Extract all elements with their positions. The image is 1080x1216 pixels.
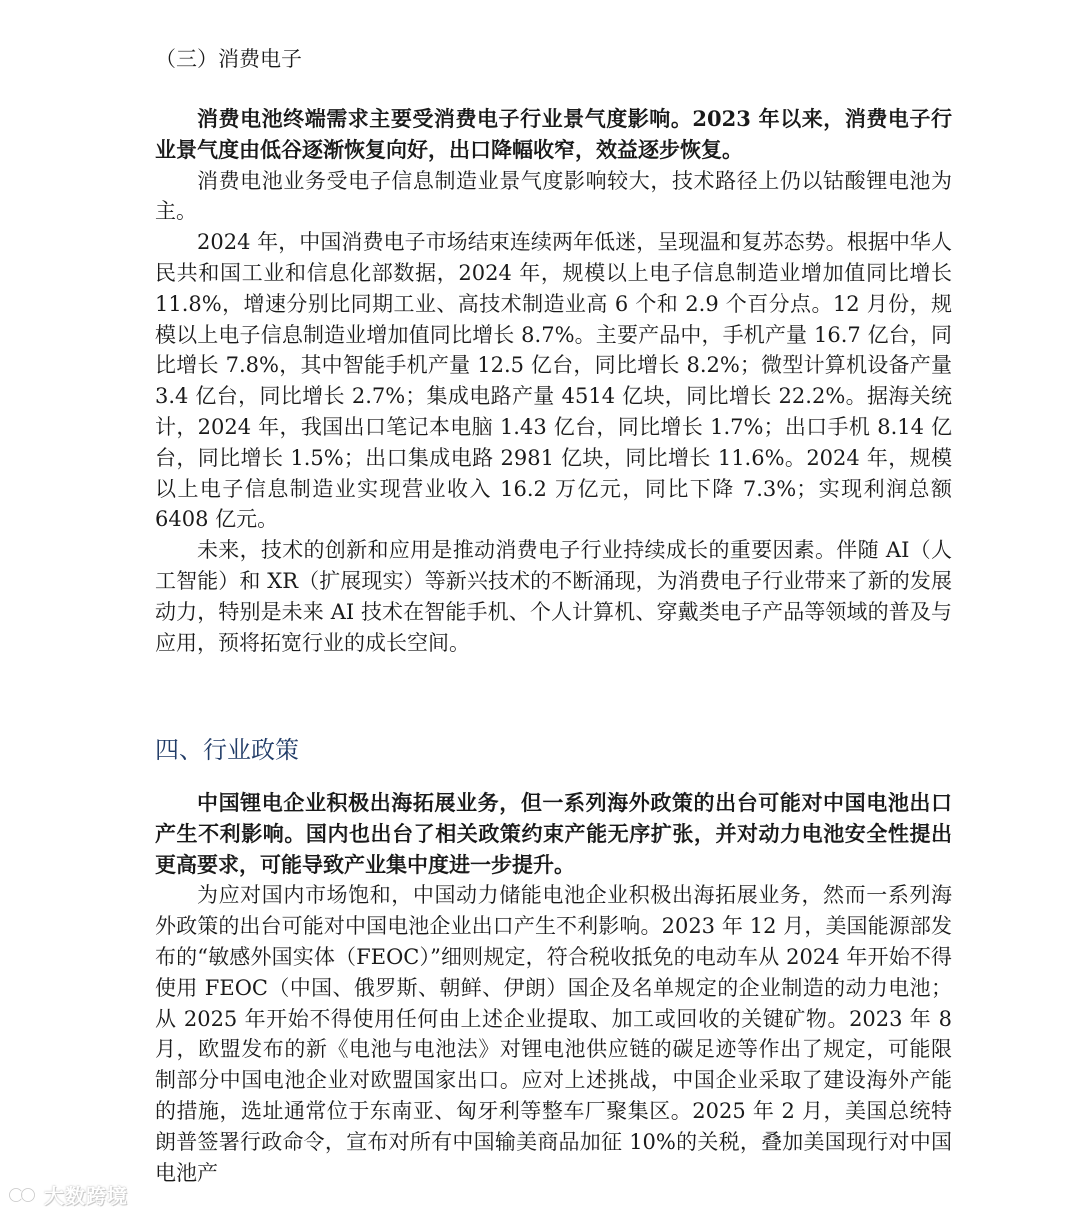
consumer-paragraph-3: 未来，技术的创新和应用是推动消费电子行业持续成长的重要因素。伴随 AI（人工智能）和 XR（扩展现实）等新兴技术的不断涌现，为消费电子行业带来了新的发展动力，特别是未来 AI 技术在智能手机、个人计算机、穿戴类电子产品等领域的普及与应用，预将拓宽行业的成长空间。 bbox=[155, 538, 952, 655]
dashu-logo-icon bbox=[8, 1183, 38, 1207]
consumer-electronics-section bbox=[155, 104, 952, 658]
policy-lead-paragraph: 中国锂电企业积极出海拓展业务，但一系列海外政策的出台可能对中国电池出口产生不利影响。国内也出台了相关政策约束产能无序扩张，并对动力电池安全性提出更高要求，可能导致产业集中度进一步提升。 bbox=[155, 790, 952, 877]
subsection-title: （三）消费电子 bbox=[155, 47, 302, 71]
policy-paragraph-1: 为应对国内市场饱和，中国动力储能电池企业积极出海拓展业务，然而一系列海外政策的出台可能对中国电池企业出口产生不利影响。2023 年 12 月，美国能源部发布的“敏感外国实体（FEOC）”细则规定，符合税收抵免的电动车从 2024 年开始不得使用 FEOC（中国、俄罗斯、朝鲜、伊朗）国企及名单规定的企业制造的动力电池；从 2025 年开始不得使用任何由上述企业提取、加工或回收的关键矿物。2023 年 8 月，欧盟发布的新《电池与电池法》对锂电池供应链的碳足迹等作出了规定，可能限制部分中国电池企业对欧盟国家出口。应对上述挑战，中国企业采取了建设海外产能的措施，选址通常位于东南亚、匈牙利等整车厂聚集区。2025 年 2 月，美国总统特朗普签署行政命令，宣布对所有中国输美商品加征 10%的关税，叠加美国现行对中国电池产 bbox=[155, 883, 952, 1185]
consumer-paragraph-2: 2024 年，中国消费电子市场结束连续两年低迷，呈现温和复苏态势。根据中华人民共和国工业和信息化部数据，2024 年，规模以上电子信息制造业增加值同比增长 11.8%，增速分别比同期工业、高技术制造业高 6 个和 2.9 个百分点。12 月份，规模以上电子信息制造业增加值同比增长 8.7%。主要产品中，手机产量 16.7 亿台，同比增长 7.8%，其中智能手机产量 12.5 亿台，同比增长 8.2%；微型计算机设备产量 3.4 亿台，同比增长 2.7%；集成电路产量 4514 亿块，同比增长 22.2%。据海关统计，2024 年，我国出口笔记本电脑 1.43 亿台，同比增长 1.7%；出口手机 8.14 亿台，同比增长 1.5%；出口集成电路 2981 亿块，同比增长 11.6%。2024 年，规模以上电子信息制造业实现营业收入 16.2 万亿元，同比下降 7.3%；实现利润总额 6408 亿元。 bbox=[155, 230, 952, 532]
policy-section bbox=[155, 788, 952, 1188]
section-heading: 四、行业政策 bbox=[155, 736, 299, 764]
watermark-text: 大数跨境 bbox=[44, 1184, 128, 1208]
watermark bbox=[8, 1180, 128, 1209]
consumer-lead-paragraph: 消费电池终端需求主要受消费电子行业景气度影响。2023 年以来，消费电子行业景气度由低谷逐渐恢复向好，出口降幅收窄，效益逐步恢复。 bbox=[155, 106, 952, 162]
consumer-paragraph-1: 消费电池业务受电子信息制造业景气度影响较大，技术路径上仍以钴酸锂电池为主。 bbox=[155, 168, 952, 224]
